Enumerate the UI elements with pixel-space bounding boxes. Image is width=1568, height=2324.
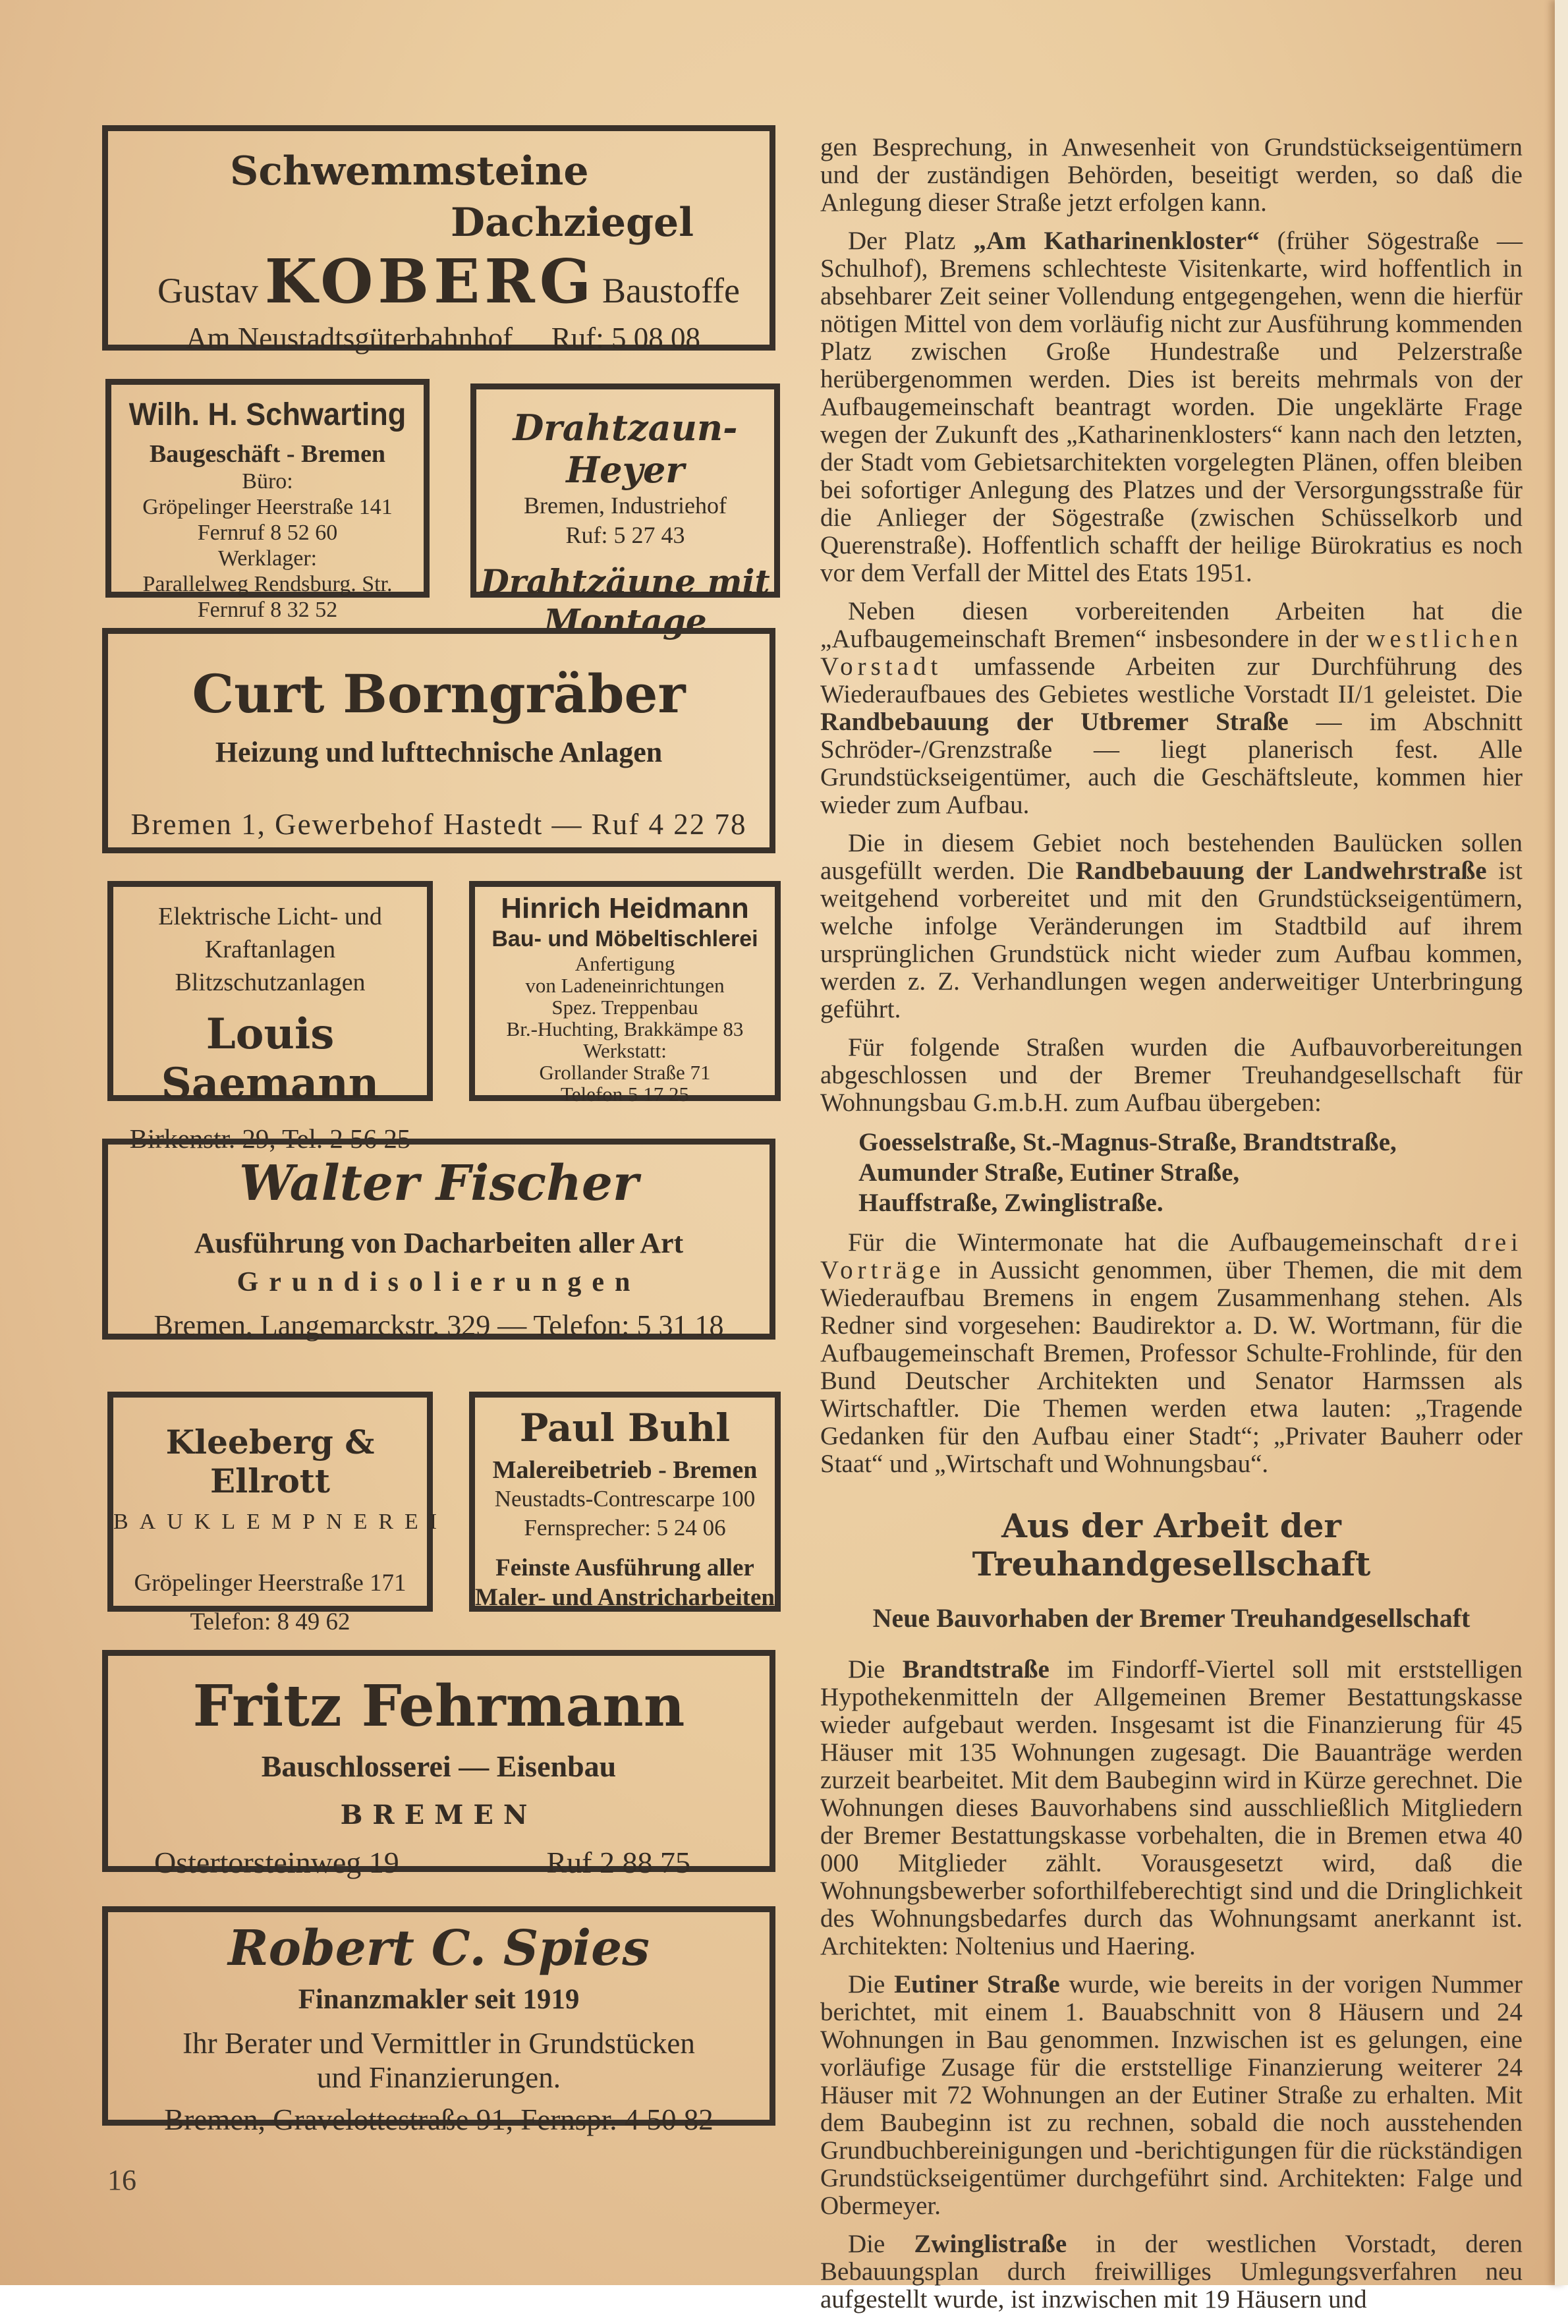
paragraph-brandtstrasse: Die Brandtstraße im Findorff-Viertel soll mit erststelligen Hypothekenmitteln der Allgemeinen Bremer Bestattungskasse wieder aufgebaut werden. Insgesamt ist die Finanzierung für 45 Häuser mit 135 Wohnungen zugesagt. Die Bauanträge werden zurzeit bearbeitet. Mit dem Baubeginn wird in Kürze gerechnet. Die Wohnungen dieses Bauvorhabens sind ausschließlich Mitgliedern der Bremer Bestattungskasse vorbehalten, die in Bremen etwa 40 000 Mitglieder zählt. Vorausgesetzt wird, daß die Wohnungsbewerber soforthilfeberechtigt sind und die Dringlichkeit des Wohnungsbedarfes durch das Wohnungsamt anerkannt ist. Architekten: Noltenius und Haering.	[820, 1655, 1523, 1960]
ad-fischer-line1: Ausführung von Dacharbeiten aller Art	[194, 1227, 684, 1259]
ad-drahtzaun-heyer	[470, 383, 780, 640]
ad-schwarting-line: Gröpelinger Heerstraße 141	[142, 495, 393, 519]
ad-heidmann-line: Anfertigung	[574, 952, 675, 975]
ad-kleeberg-title: Kleeberg & Ellrott	[165, 1423, 375, 1500]
ad-koberg-contact-row	[108, 321, 770, 355]
ad-heidmann-line: Grollander Straße 71	[539, 1061, 711, 1084]
ad-spies-subtitle: Finanzmakler seit 1919	[298, 1984, 580, 2015]
paragraph-katharinenkloster: Der Platz „Am Katharinenkloster“ (früher Sögestraße — Schulhof), Bremens schlechteste Visitenkarte, wird hoffentlich in absehbarer Zeit seiner Vollendung entgegengehen, wenn die hierfür nötigen Mittel von dem vorläufig nicht zur Ausführung kommenden Platz zwischen Große Hundestraße und Pelzerstraße herübergenommen werden. Dies ist bereits mehrmals von der Aufbaugemeinschaft beantragt worden. Die ungeklärte Frage wegen der Zukunft des „Katharinenklosters“ kann nach den letzten, der Stadt vom Gebietsarchitekten vorgelegten Plänen, offen bleiben bei sofortiger Anlegung des Platzes und der Versorgungsstraße für die Anlieger der Sögestraße (zwischen Schüsselkorb und Querenstraße). Hoffentlich schafft der heilige Bürokratius es noch vor dem Verfall der Mittel des Etats 1951.	[820, 227, 1523, 587]
ad-schwarting-line: Fernruf 8 52 60	[197, 521, 338, 545]
paragraph-zwinglistrasse: Die Zwinglistraße in der westlichen Vorstadt, deren Bebauungsplan durch freiwilliges Umlegungsverfahren neu aufgestellt wurde, ist inzwischen mit 19 Häusern und	[820, 2230, 1523, 2313]
ad-spies-title: Robert C. Spies	[228, 1920, 650, 1977]
ad-buhl-tagline1: Feinste Ausführung aller	[495, 1554, 754, 1581]
ad-heidmann-line: von Ladeneinrichtungen	[525, 974, 725, 997]
page-number: 16	[107, 2164, 136, 2196]
ad-saemann	[107, 881, 433, 1154]
ad-fehrmann-title: Fritz Fehrmann	[192, 1673, 685, 1740]
ad-saemann-line: Elektrische Licht- und	[158, 903, 382, 930]
ad-saemann-address: Birkenstr. 29, Tel. 2 56 25	[129, 1123, 411, 1154]
ad-borngraeber	[102, 628, 775, 853]
ad-borngraeber-title: Curt Borngräber	[192, 663, 686, 725]
ad-heidmann-title: Hinrich Heidmann	[501, 892, 749, 924]
paragraph-strassen-uebergabe: Für folgende Straßen wurden die Aufbauvorbereitungen abgeschlossen und der Bremer Treuhandgesellschaft für Wohnungsbau G.m.b.H. zum Aufbau übergeben:	[820, 1033, 1523, 1117]
ad-heyer-tagline1: Drahtzäune mit	[480, 562, 770, 601]
ad-fischer-line2: Grundisolierungen	[237, 1267, 641, 1297]
street-list	[858, 1127, 1523, 1218]
paragraph-wintermonate: Für die Wintermonate hat die Aufbaugemeinschaft drei Vorträge in Aussicht genommen, über Themen, die mit dem Wiederaufbau Bremens in engem Zusammenhang stehen. Als Redner sind vorgesehen: Baudirektor a. D. W. Wortmann, für die Aufbaugemeinschaft Bremen, Professor Schulte-Frohlinde, für den Bund Deutscher Architekten und Senator Harmssen als Wirtschaftler. Die Themen werden etwa lauten: „Tragende Gedanken für den Aufbau einer Stadt“; „Privater Bauherr oder Staat“ und „Wirtschaft und Wohnungsbau“.	[820, 1228, 1523, 1478]
ad-spies-line2: und Finanzierungen.	[317, 2061, 561, 2094]
ad-robert-spies	[102, 1906, 775, 2136]
ad-schwarting	[105, 379, 430, 622]
ad-koberg-address: Am Neustadtsgüterbahnhof	[186, 322, 513, 354]
ad-schwarting-title: Wilh. H. Schwarting	[128, 397, 406, 432]
ad-koberg-phone: Ruf: 5 08 08	[551, 322, 700, 354]
ad-koberg-product2: Dachziegel	[451, 200, 694, 246]
ad-spies-line3: Bremen, Gravelottestraße 91, Fernspr. 4 50 82	[164, 2103, 714, 2136]
ad-saemann-line: Blitzschutzanlagen	[175, 969, 366, 996]
paragraph-eutiner-strasse: Die Eutiner Straße wurde, wie bereits in der vorigen Nummer berichtet, mit einem 1. Bauabschnitt von 8 Häusern und 24 Wohnungen in Bau genommen. Inzwischen ist es gelungen, eine vorläufige Zusage für die erststellige Finanzierung weiterer 24 Häuser mit 72 Wohnungen an der Eutiner Straße zu erhalten. Mit dem Baubeginn ist zu rechnen, sobald die noch ausstehenden Grundbuchbereinigungen und -berichtigungen für die rückständigen Grundstückseigentümer durchgeführt sind. Architekten: Falge und Obermeyer.	[820, 1970, 1523, 2220]
ad-borngraeber-address: Bremen 1, Gewerbehof Hastedt — Ruf 4 22 78	[130, 808, 747, 841]
ad-schwarting-subtitle: Baugeschäft - Bremen	[149, 440, 386, 468]
ad-heyer-tagline2: Montage	[544, 602, 707, 640]
ad-fischer-title: Walter Fischer	[239, 1155, 638, 1212]
ad-fischer-line3: Bremen, Langemarckstr. 329 — Telefon: 5 31 18	[154, 1309, 724, 1342]
ad-heidmann-line: Spez. Treppenbau	[551, 996, 698, 1019]
ad-koberg-last-name: KOBERG	[264, 246, 596, 317]
paragraph-continuation: gen Besprechung, in Anwesenheit von Grundstückseigentümern und der zuständigen Behörden, beseitigt werden, so daß die Anlegung dieser Straße jetzt erfolgen kann.	[820, 133, 1523, 217]
section-heading: Aus der Arbeit der Treuhandgesellschaft	[972, 1506, 1371, 1583]
ad-fehrmann-contact-row	[108, 1845, 770, 1880]
ad-schwarting-line: Werklager:	[217, 546, 318, 571]
ad-koberg-category: Baustoffe	[602, 271, 740, 310]
ad-buhl-line: Fernsprecher: 5 24 06	[524, 1515, 726, 1541]
ad-koberg-name-row	[108, 246, 770, 317]
ad-buhl-line: Neustadts-Contrescarpe 100	[494, 1486, 756, 1512]
ad-fehrmann-phone: Ruf 2 88 75	[546, 1846, 690, 1879]
ad-kleeberg-phone: Telefon: 8 49 62	[190, 1608, 350, 1635]
paragraph-landwehrstrasse: Die in diesem Gebiet noch bestehenden Baulücken sollen ausgefüllt werden. Die Randbebauung der Landwehrstraße ist weitgehend vorbereitet und mit den Grundstückseigentümern, welche infolge Veränderungen im Stadtbild auf ihrem ursprünglichen Grundstück nicht wieder zum Aufbau kommen, werden z. Z. Verhandlungen wegen anderweitiger Unterbringung geführt.	[820, 829, 1523, 1023]
ad-koberg-product1: Schwemmsteine	[230, 148, 589, 194]
ad-heidmann-subtitle: Bau- und Möbeltischlerei	[491, 926, 758, 951]
ad-schwarting-line: Fernruf 8 32 52	[197, 598, 338, 622]
ad-spies-line1: Ihr Berater und Vermittler in Grundstücken	[182, 2027, 695, 2060]
ad-kleeberg-ellrott	[107, 1392, 449, 1635]
ad-fehrmann-address: Ostertorsteinweg 19	[154, 1846, 399, 1879]
sub-heading: Neue Bauvorhaben der Bremer Treuhandgesellschaft	[872, 1603, 1470, 1633]
scan-edge	[1555, 0, 1568, 2285]
ad-fehrmann-subtitle: Bauschlosserei — Eisenbau	[261, 1749, 617, 1783]
ad-kleeberg-subtitle: BAUKLEMPNEREI	[113, 1510, 449, 1534]
ad-heidmann-line: Telefon 5 17 25	[561, 1083, 689, 1106]
paragraph-utbremer-strasse: Neben diesen vorbereitenden Arbeiten hat die „Aufbaugemeinschaft Bremen“ insbesondere in der westlichen Vorstadt umfassende Arbeiten zur Durchführung des Wiederaufbaues des Gebietes westliche Vorstadt II/1 geleistet. Die Randbebauung der Utbremer Straße — im Abschnitt Schröder-/Grenzstraße — liegt planerisch fest. Alle Grundstückseigentümer, auch die Geschäftsleute, kommen hier wieder zum Aufbau.	[820, 597, 1523, 819]
ad-walter-fischer	[102, 1139, 775, 1340]
ad-koberg-first-name: Gustav	[157, 271, 258, 310]
street-list-line: Aumunder Straße, Eutiner Straße,	[858, 1158, 1240, 1187]
ad-buhl-title: Paul Buhl	[519, 1405, 731, 1450]
ad-buhl-subtitle: Malereibetrieb - Bremen	[492, 1456, 758, 1484]
street-list-line: Goesselstraße, St.-Magnus-Straße, Brandtstraße,	[858, 1128, 1397, 1156]
ad-heidmann-line: Werkstatt:	[583, 1039, 667, 1062]
ad-koberg	[102, 125, 775, 354]
ad-heyer-title: Drahtzaun-Heyer	[513, 407, 738, 491]
ad-heidmann-line: Br.-Huchting, Brakkämpe 83	[506, 1017, 744, 1040]
ad-fritz-fehrmann	[102, 1650, 775, 1879]
ad-saemann-title: Louis Saemann	[161, 1009, 379, 1108]
ad-fehrmann-city: BREMEN	[340, 1800, 538, 1830]
ad-kleeberg-address: Gröpelinger Heerstraße 171	[134, 1570, 406, 1597]
article-column	[820, 134, 1523, 2324]
ad-heidmann	[469, 881, 781, 1106]
ad-buhl-tagline2: Maler- und Anstricharbeiten	[475, 1584, 775, 1611]
ad-paul-buhl	[469, 1392, 781, 1612]
ad-heyer-line: Ruf: 5 27 43	[565, 522, 685, 548]
ad-borngraeber-subtitle: Heizung und lufttechnische Anlagen	[215, 736, 663, 768]
street-list-line: Hauffstraße, Zwinglistraße.	[858, 1189, 1163, 1217]
ad-schwarting-line: Büro:	[242, 469, 293, 494]
ad-schwarting-line: Parallelweg Rendsburg. Str.	[142, 572, 393, 596]
ad-saemann-line: Kraftanlagen	[204, 936, 336, 963]
ad-heyer-line: Bremen, Industriehof	[524, 492, 727, 519]
